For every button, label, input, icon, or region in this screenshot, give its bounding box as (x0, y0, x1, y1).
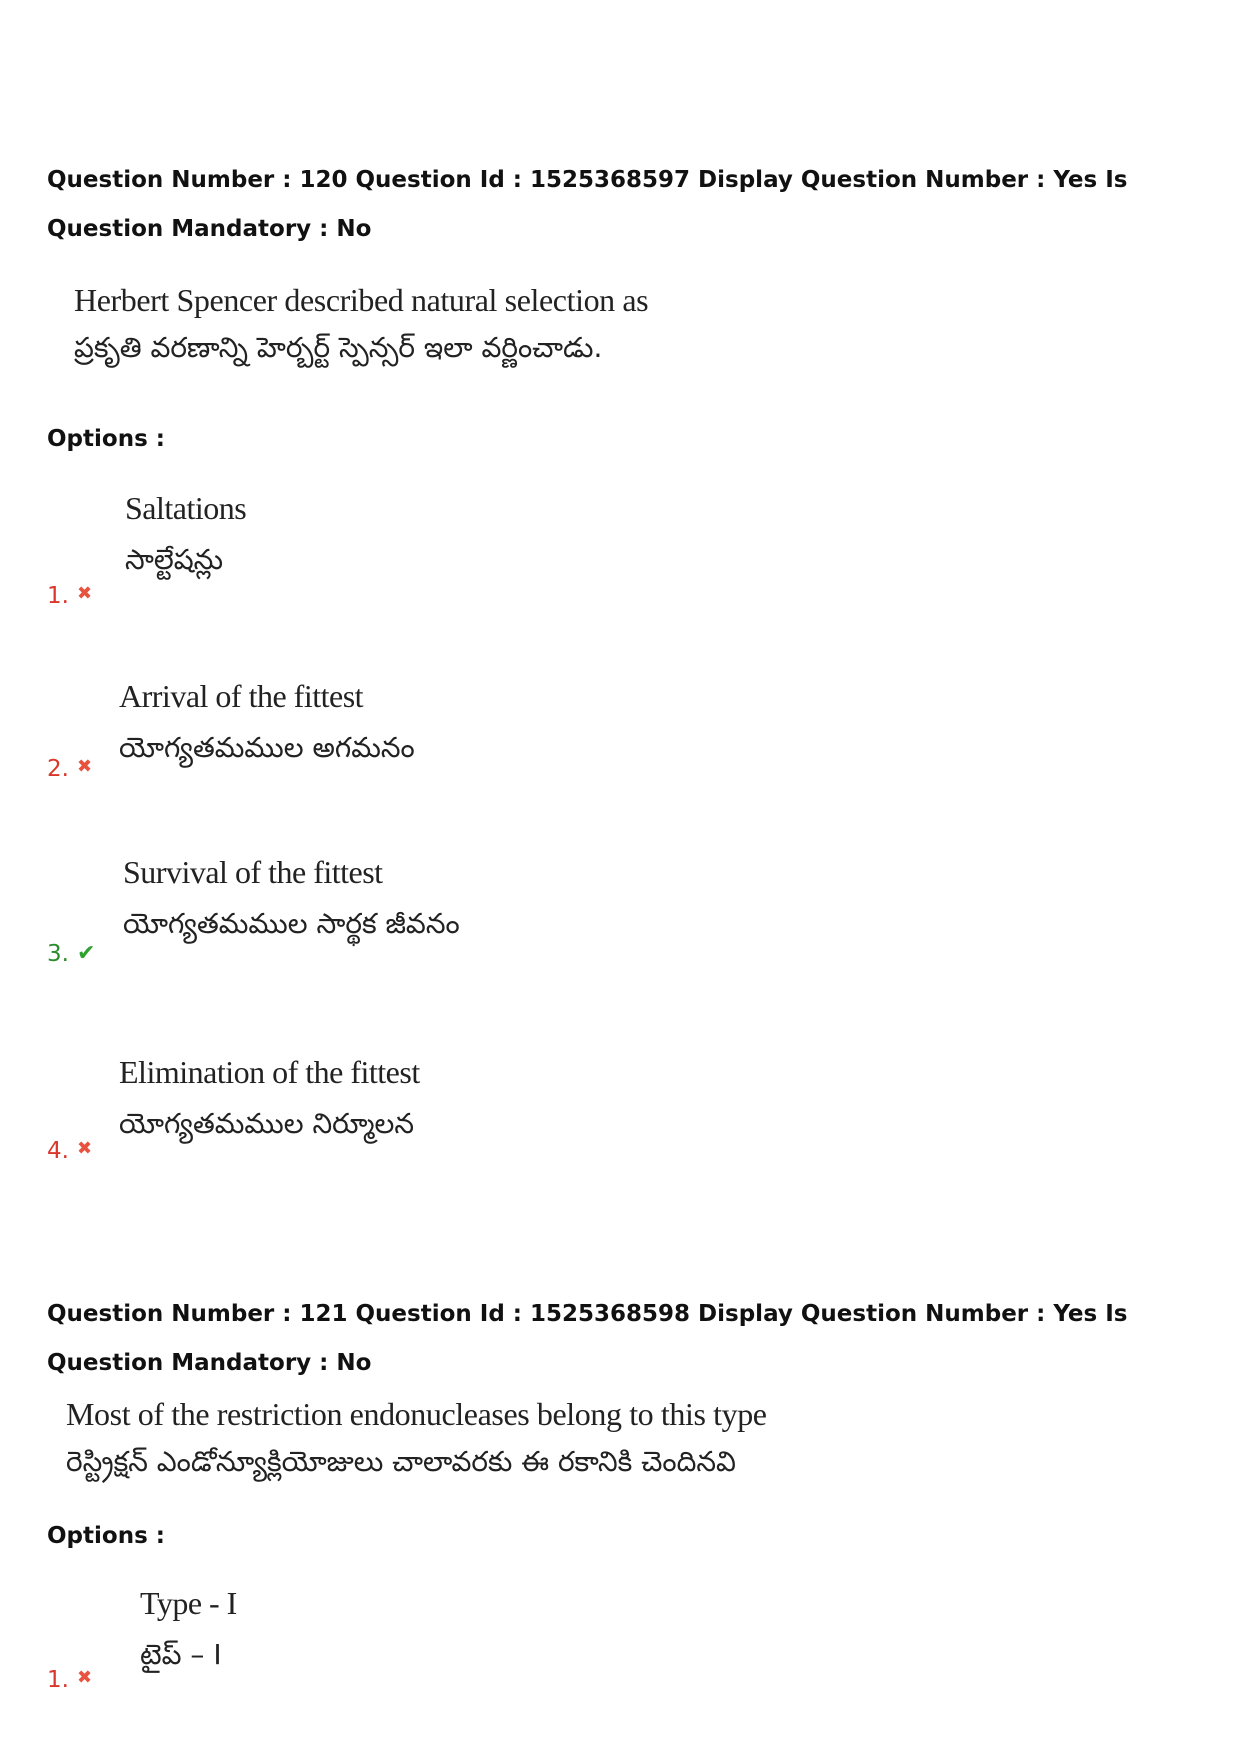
option-text-en: Arrival of the fittest (119, 678, 364, 714)
option-text-te: సాల్టేషన్లు (125, 543, 224, 576)
question-header: Question Number : 120 Question Id : 1525368597 Display Question Number : Yes Is Question Mandatory : No (47, 167, 1128, 242)
option-number-label: 4. (47, 1138, 69, 1164)
option-number-label: 3. (47, 941, 69, 967)
option-number (47, 941, 95, 967)
option-number (47, 1667, 92, 1693)
options-label: Options : (47, 426, 165, 452)
option-text-te: టైప్ – I (140, 1638, 222, 1671)
option-text-te: యోగ్యతమముల నిర్మూలన (119, 1107, 415, 1140)
cross-icon: ✖ (76, 756, 93, 777)
option-text-en: Saltations (125, 490, 247, 526)
option-number (47, 756, 92, 782)
option-text (119, 1046, 420, 1150)
option-number-label: 1. (47, 583, 69, 609)
check-icon: ✔ (76, 941, 96, 966)
option-number-label: 1. (47, 1667, 69, 1693)
question-text-en: Herbert Spencer described natural selection as (74, 282, 649, 318)
option-text (119, 670, 415, 774)
cross-icon: ✖ (76, 1667, 93, 1688)
question-header: Question Number : 121 Question Id : 1525368598 Display Question Number : Yes Is Question Mandatory : No (47, 1301, 1128, 1376)
cross-icon: ✖ (76, 583, 93, 604)
question-text-te: రెస్ట్రిక్షన్ ఎండోన్యూక్లియోజులు చాలావరకు ఈ రకానికి చెందినవి (66, 1445, 736, 1478)
question-text-en: Most of the restriction endonucleases belong to this type (66, 1396, 767, 1432)
cross-icon: ✖ (76, 1138, 93, 1159)
option-number (47, 583, 92, 609)
option-number-label: 2. (47, 756, 69, 782)
question-text (66, 1390, 767, 1486)
option-text-en: Type - I (140, 1585, 237, 1621)
option-text-te: యోగ్యతమముల సార్థక జీవనం (123, 907, 460, 940)
option-text (140, 1577, 237, 1681)
option-text-en: Survival of the fittest (123, 854, 383, 890)
question-text (74, 276, 648, 372)
question-text-te: ప్రకృతి వరణాన్ని హెర్బర్ట్ స్పెన్సర్ ఇలా వర్ణించాడు. (74, 331, 603, 364)
options-label: Options : (47, 1523, 165, 1549)
option-text (125, 482, 246, 586)
option-text-en: Elimination of the fittest (119, 1054, 420, 1090)
option-text (123, 846, 460, 950)
option-text-te: యోగ్యతమముల అగమనం (119, 731, 415, 764)
option-number (47, 1138, 92, 1164)
